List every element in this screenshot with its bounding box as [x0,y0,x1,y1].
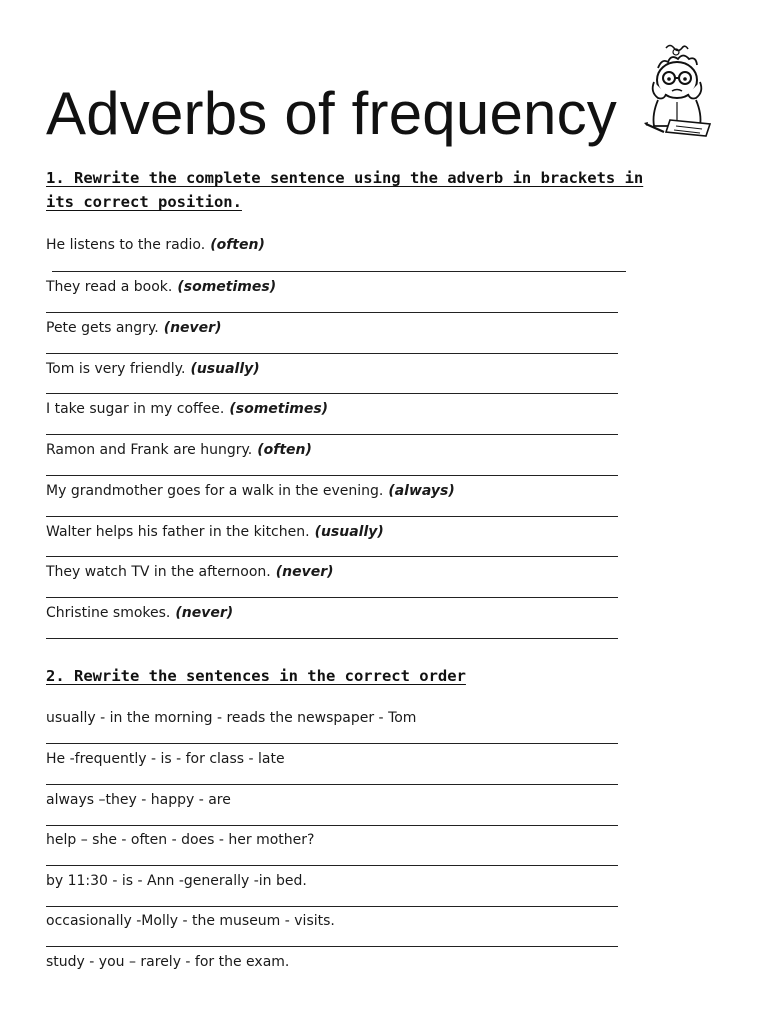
adverb-hint: (usually) [190,361,260,377]
exercise-item: usually - in the morning - reads the newspaper - Tom [46,710,417,726]
adverb-hint: (never) [275,564,334,580]
exercise-sentence: Pete gets angry. [46,320,159,336]
answer-line[interactable] [52,271,626,272]
exercise-item [46,399,620,419]
answer-line[interactable] [46,865,618,866]
exercise-item: occasionally -Molly - the museum - visits. [46,913,335,929]
exercise-item [46,235,620,255]
answer-line[interactable] [46,906,618,907]
page-title: Adverbs of frequency [46,80,617,147]
adverb-hint: (never) [163,320,222,336]
exercise-sentence: Christine smokes. [46,605,171,621]
answer-line[interactable] [46,743,618,744]
answer-line[interactable] [46,516,618,517]
answer-line[interactable] [46,784,618,785]
exercise-item [46,522,620,542]
exercise-sentence: Walter helps his father in the kitchen. [46,524,310,540]
answer-line[interactable] [46,556,618,557]
adverb-hint: (sometimes) [229,401,329,417]
section1-heading: 1. Rewrite the complete sentence using the adverb in brackets in its correct position. [46,169,644,211]
adverb-hint: (usually) [314,524,384,540]
worried-student-icon [636,42,718,138]
answer-line[interactable] [46,825,618,826]
exercise-item: always –they - happy - are [46,792,231,808]
answer-line[interactable] [46,638,618,639]
exercise-sentence: They read a book. [46,279,173,295]
exercise-item [46,277,620,297]
adverb-hint: (always) [388,483,455,499]
exercise-sentence: My grandmother goes for a walk in the evening. [46,483,384,499]
exercise-item [46,440,620,460]
adverb-hint: (often) [257,442,312,458]
answer-line[interactable] [46,475,618,476]
section2-heading: 2. Rewrite the sentences in the correct order [46,667,466,685]
exercise-item: He -frequently - is - for class - late [46,751,285,767]
exercise-item: study - you – rarely - for the exam. [46,954,290,970]
answer-line[interactable] [46,597,618,598]
answer-line[interactable] [46,434,618,435]
answer-line[interactable] [46,393,618,394]
answer-line[interactable] [46,353,618,354]
exercise-item [46,359,620,379]
exercise-sentence: Tom is very friendly. [46,361,186,377]
exercise-item [46,603,620,623]
exercise-item [46,318,620,338]
exercise-item: by 11:30 - is - Ann -generally -in bed. [46,873,307,889]
answer-line[interactable] [46,946,618,947]
exercise-item [46,562,620,582]
exercise-sentence: He listens to the radio. [46,237,206,253]
adverb-hint: (often) [210,237,265,253]
exercise-item [46,481,620,501]
answer-line[interactable] [46,312,618,313]
exercise-item: help – she - often - does - her mother? [46,832,315,848]
exercise-sentence: Ramon and Frank are hungry. [46,442,253,458]
adverb-hint: (sometimes) [177,279,277,295]
adverb-hint: (never) [175,605,234,621]
exercise-sentence: They watch TV in the afternoon. [46,564,271,580]
exercise-sentence: I take sugar in my coffee. [46,401,225,417]
